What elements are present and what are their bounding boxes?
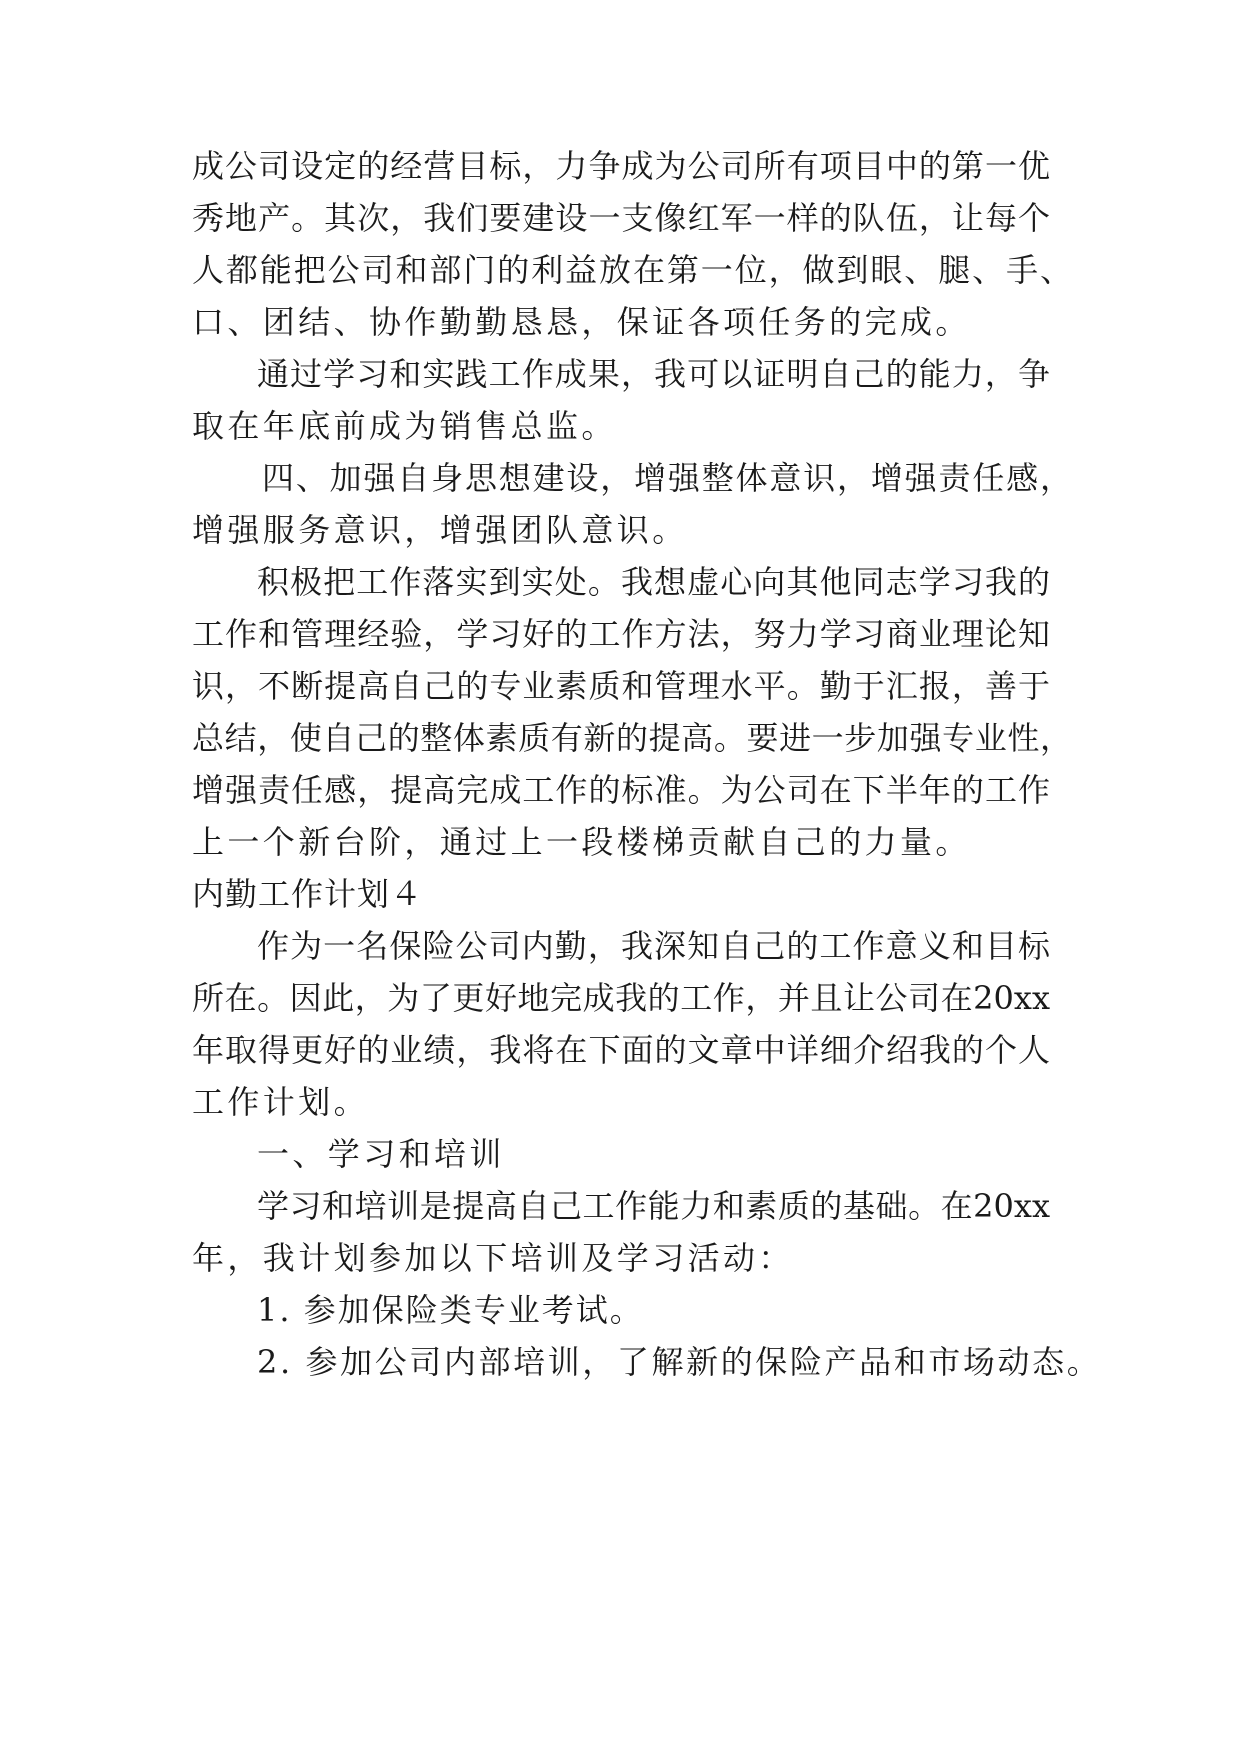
paragraph-line: 所在。因此，为了更好地完成我的工作，并且让公司在20xx [192, 979, 1050, 1017]
paragraph-line: 上一个新台阶，通过上一段楼梯贡献自己的力量。 [192, 823, 971, 861]
paragraph-line: 工作计划。 [192, 1083, 370, 1121]
paragraph-line: 口、团结、协作勤勤恳恳，保证各项任务的完成。 [192, 303, 971, 341]
paragraph-line: 增强责任感，提高完成工作的标准。为公司在下半年的工作 [192, 771, 1050, 809]
paragraph-line: 作为一名保险公司内勤，我深知自己的工作意义和目标 [257, 927, 1050, 965]
paragraph-line: 总结，使自己的整体素质有新的提高。要进一步加强专业性， [192, 719, 1072, 757]
paragraph-line: 人都能把公司和部门的利益放在第一位，做到眼、腿、手、 [192, 251, 1072, 289]
paragraph-line: 年，我计划参加以下培训及学习活动： [192, 1239, 794, 1277]
paragraph-line: 成公司设定的经营目标，力争成为公司所有项目中的第一优 [192, 147, 1050, 185]
paragraph-line: 学习和培训是提高自己工作能力和素质的基础。在20xx [257, 1187, 1050, 1225]
section-heading: 一、学习和培训 [257, 1135, 505, 1173]
document-title: 内勤工作计划４ [192, 875, 424, 913]
list-item: 2. 参加公司内部培训，了解新的保险产品和市场动态。 [257, 1343, 1102, 1381]
paragraph-line: 秀地产。其次，我们要建设一支像红军一样的队伍，让每个 [192, 199, 1050, 237]
paragraph-line: 工作和管理经验，学习好的工作方法，努力学习商业理论知 [192, 615, 1050, 653]
paragraph-line: 积极把工作落实到实处。我想虚心向其他同志学习我的 [257, 563, 1050, 601]
paragraph-line: 取在年底前成为销售总监。 [192, 407, 617, 445]
list-item: 1. 参加保险类专业考试。 [257, 1291, 644, 1329]
paragraph-line: 通过学习和实践工作成果，我可以证明自己的能力，争 [257, 355, 1050, 393]
section-heading: 四、加强自身思想建设，增强整体意识，增强责任感， [262, 459, 1072, 497]
paragraph-line: 识，不断提高自己的专业素质和管理水平。勤于汇报，善于 [192, 667, 1050, 705]
paragraph-line: 年取得更好的业绩，我将在下面的文章中详细介绍我的个人 [192, 1031, 1050, 1069]
paragraph-line: 增强服务意识，增强团队意识。 [192, 511, 688, 549]
